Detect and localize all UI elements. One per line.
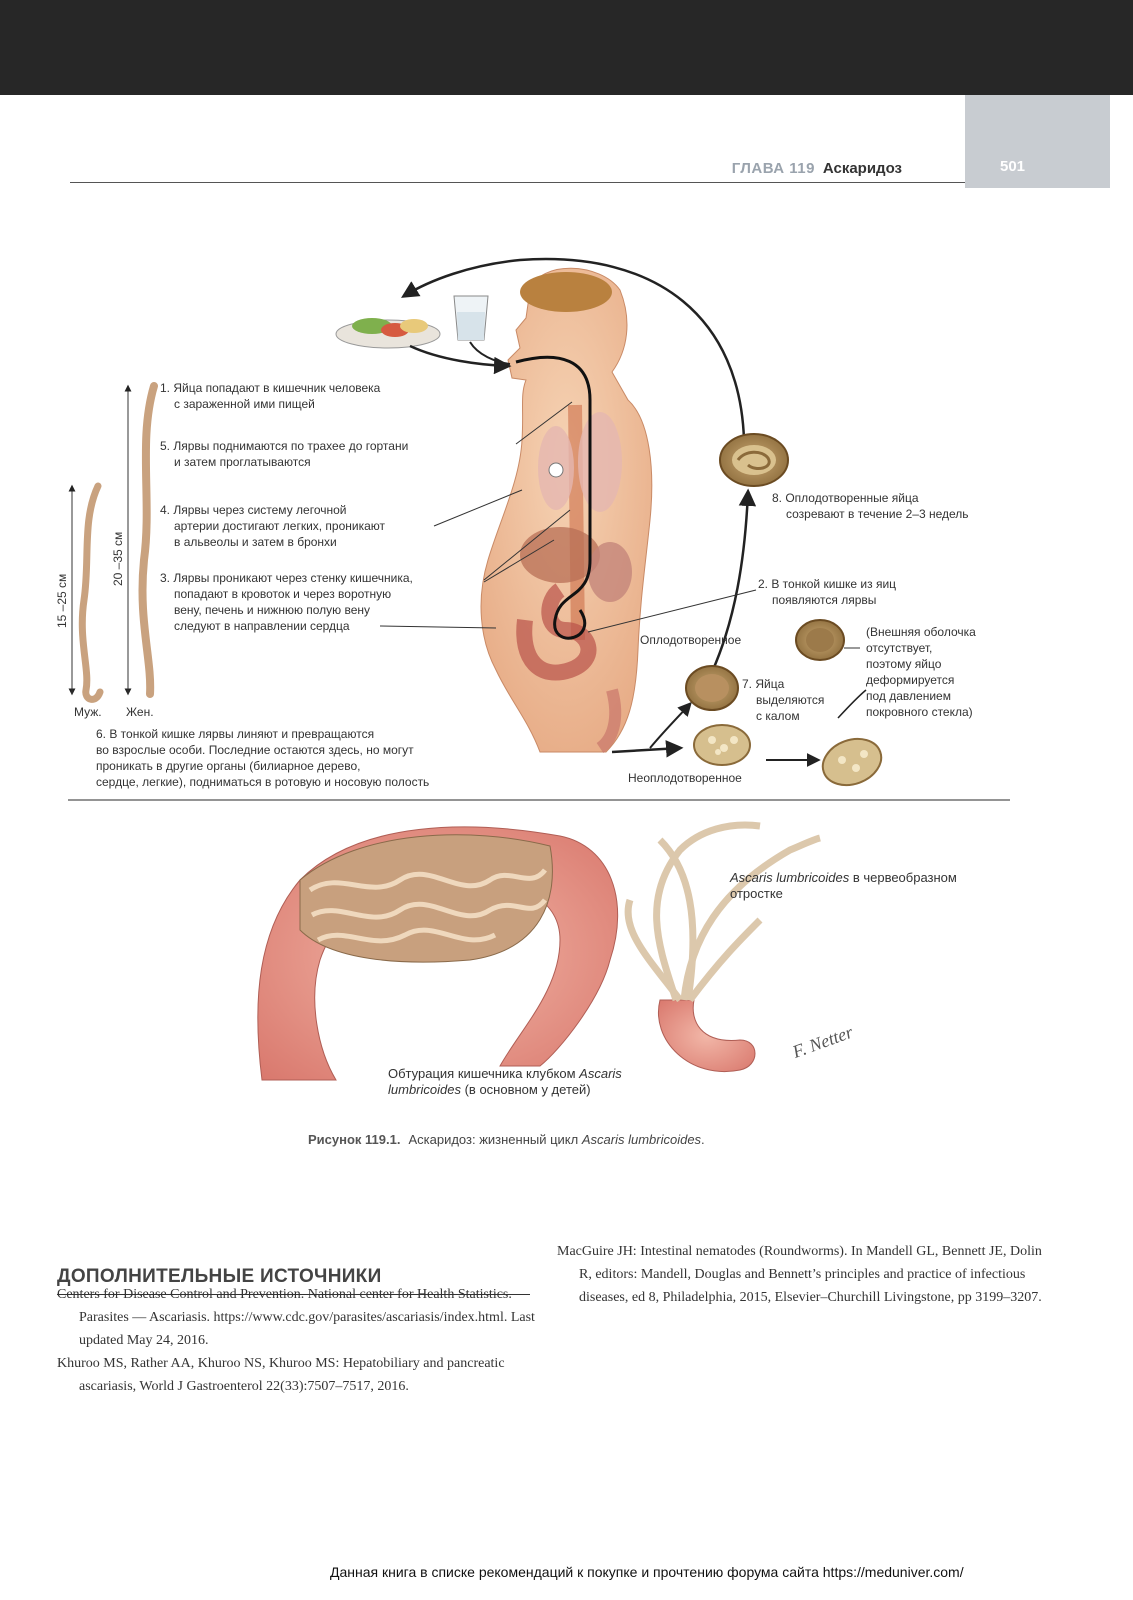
step-1-label: 1. Яйца попадают в кишечник человека с зараженной ими пищей bbox=[160, 381, 381, 411]
reference-item: Centers for Disease Control and Prevention. National center for Health Statistics. Parasites — Ascariasis. https://www.cdc.gov/parasites/ascariasis/index.html. Last updated May 24, 2016. bbox=[57, 1287, 535, 1348]
food-plate-icon bbox=[336, 318, 440, 348]
water-glass-icon bbox=[454, 296, 488, 340]
references-heading: ДОПОЛНИТЕЛЬНЫЕ ИСТОЧНИКИ bbox=[57, 1266, 382, 1287]
female-label: Жен. bbox=[126, 705, 154, 719]
step-2-label: 2. В тонкой кишке из яиц появляются лярвы bbox=[758, 577, 897, 607]
fertilized-label: Оплодотворенное bbox=[640, 633, 742, 647]
reference-item: MacGuire JH: Intestinal nematodes (Roundworms). In Mandell GL, Bennett JE, Dolin R, editors: Mandell, Douglas and Bennett’s principles and practice of infectious diseases, ed 8, Philadelphia, 2015, Elsevier–Churchill Livingstone, pp 3199–3207. bbox=[557, 1244, 1042, 1305]
figure-caption: Рисунок 119.1. Аскаридоз: жизненный цикл Ascaris lumbricoides. bbox=[308, 1132, 705, 1147]
appendix-worms-illustration bbox=[628, 825, 820, 1072]
appendix-label: Ascaris lumbricoides в червеобразном отростке bbox=[730, 870, 957, 901]
step-8-label: 8. Оплодотворенные яйца созревают в течение 2–3 недель bbox=[772, 491, 969, 521]
deformed-egg-note: (Внешняя оболочка отсутствует, поэтому яйцо деформируется под давлением покровного стекла) bbox=[866, 625, 976, 719]
deformed-unfertilized-egg-icon bbox=[816, 731, 887, 793]
page-number: 501 bbox=[1000, 158, 1026, 175]
intestine-obstruction-illustration bbox=[258, 827, 618, 1080]
footer-note: Данная книга в списке рекомендаций к покупке и прочтению форума сайта https://meduniver.com/ bbox=[330, 1564, 964, 1580]
male-worm-icon bbox=[82, 486, 100, 699]
step-7-label: 7. Яйца выделяются с калом bbox=[742, 677, 825, 723]
step-5-label: 5. Лярвы поднимаются по трахее до гортани и затем проглатываются bbox=[160, 439, 409, 469]
netter-signature: F. Netter bbox=[789, 1021, 856, 1062]
fertilized-egg-icon bbox=[686, 666, 738, 710]
male-label: Муж. bbox=[74, 705, 102, 719]
chapter-number: ГЛАВА 119 bbox=[731, 160, 815, 177]
decorticated-egg-icon bbox=[796, 620, 844, 660]
human-body-illustration bbox=[481, 268, 652, 752]
reference-item: Khuroo MS, Rather AA, Khuroo NS, Khuroo MS: Hepatobiliary and pancreatic ascariasis, World J Gastroenterol 22(33):7507–7517, 2016. bbox=[57, 1356, 505, 1394]
embryonated-egg-icon bbox=[720, 434, 788, 486]
female-worm-icon bbox=[142, 386, 154, 694]
step-4-label: 4. Лярвы через систему легочной артерии достигают легких, проникают в альвеолы и затем в бронхи bbox=[160, 503, 386, 549]
unfertilized-label: Неоплодотворенное bbox=[628, 771, 742, 785]
step-6-label: 6. В тонкой кишке лярвы линяют и превращаются во взрослые особи. Последние остаются здесь, но могут проникать в другие органы (билиарное дерево, сердце, легкие), подниматься в ротовую и носовую полость bbox=[96, 727, 430, 789]
chapter-title: Аскаридоз bbox=[822, 160, 902, 177]
obstruction-label: Обтурация кишечника клубком Ascaris lumbricoides (в основном у детей) bbox=[388, 1066, 622, 1097]
unfertilized-egg-icon bbox=[694, 725, 750, 765]
step-3-label: 3. Лярвы проникают через стенку кишечника, попадают в кровоток и через воротную вену, печень и нижнюю полую вену следуют в направлении сердца bbox=[160, 571, 413, 633]
female-size-label: 20 –35 см bbox=[111, 531, 125, 586]
male-size-label: 15 –25 см bbox=[55, 573, 69, 628]
